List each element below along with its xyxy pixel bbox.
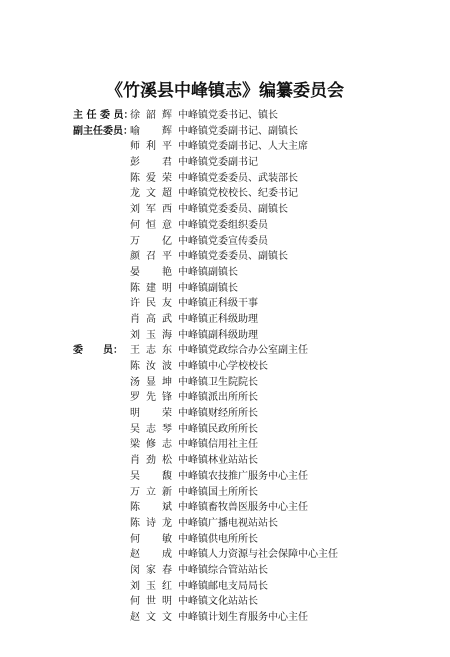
member-row (0, 406, 450, 422)
member-name: 王志东 (130, 345, 172, 357)
member-row (0, 500, 450, 516)
member-name: 梁修志 (130, 439, 172, 451)
member-name: 汤显坤 (130, 376, 172, 388)
member-row (0, 202, 450, 218)
member-title: 中峰镇党委委员、武装部长 (178, 172, 298, 184)
member-title: 中峰镇党委书记、镇长 (178, 110, 278, 121)
member-title: 中峰镇广播电视站站长 (178, 517, 278, 529)
member-row (0, 343, 450, 359)
member-title: 中峰镇综合管站站长 (178, 564, 268, 576)
member-name: 刘玉红 (130, 580, 172, 592)
member-name: 师利平 (130, 141, 172, 153)
member-row (0, 171, 450, 187)
member-title: 中峰镇林业站站长 (178, 455, 258, 467)
member-row (0, 249, 450, 265)
member-title: 中峰镇正科级干事 (178, 298, 258, 310)
member-row (0, 124, 450, 140)
member-title: 中峰镇民政所所长 (178, 423, 258, 435)
member-name: 赵 成 (130, 549, 172, 561)
member-title: 中峰镇畜牧兽医服务中心主任 (178, 502, 308, 514)
member-title: 中峰镇财经所所长 (178, 408, 258, 420)
member-row (0, 594, 450, 610)
member-title: 中峰镇计划生育服务中心主任 (178, 612, 308, 623)
member-title: 中峰镇党委组织委员 (178, 219, 268, 231)
member-row (0, 422, 450, 438)
member-name: 吴志琴 (130, 423, 172, 435)
member-title: 中峰镇派出所所长 (178, 392, 258, 404)
member-title: 中峰镇副镇长 (178, 282, 238, 294)
member-name: 陈 斌 (130, 502, 172, 514)
member-row (0, 265, 450, 281)
member-title: 中峰镇邮电支局局长 (178, 580, 268, 592)
member-role: 主 任 委 员： (73, 110, 134, 121)
member-name: 万立新 (130, 486, 172, 498)
member-name: 何世明 (130, 596, 172, 608)
member-title: 中峰镇党政综合办公室副主任 (178, 345, 308, 357)
member-name: 万 亿 (130, 235, 172, 247)
member-title: 中峰镇党委委员、副镇长 (178, 251, 288, 263)
member-row (0, 516, 450, 532)
member-name: 彭 君 (130, 157, 172, 169)
member-title: 中峰镇副科级助理 (178, 329, 258, 341)
member-title: 中峰镇党委副书记、人大主席 (178, 141, 308, 153)
member-name: 何恒意 (130, 219, 172, 231)
member-row (0, 186, 450, 202)
member-row (0, 359, 450, 375)
member-title: 中峰镇国土所所长 (178, 486, 258, 498)
member-role: 副主任委员： (73, 125, 133, 137)
member-name: 颜召平 (130, 251, 172, 263)
member-title: 中峰镇党委副书记、副镇长 (178, 125, 298, 137)
member-name: 何 敏 (130, 533, 172, 545)
member-row (0, 234, 450, 250)
member-title: 中峰镇卫生院院长 (178, 376, 258, 388)
member-title: 中峰镇党校校长、纪委书记 (178, 188, 298, 200)
member-row (0, 296, 450, 312)
member-name: 吴 馥 (130, 470, 172, 482)
committee-list (0, 108, 450, 626)
member-title: 中峰镇农技推广服务中心主任 (178, 470, 308, 482)
member-name: 肖劲松 (130, 455, 172, 467)
member-name: 陈汝波 (130, 361, 172, 372)
member-row (0, 469, 450, 485)
member-title: 中峰镇人力资源与社会保障中心主任 (178, 549, 338, 561)
member-name: 罗先锋 (130, 392, 172, 404)
member-name: 明 荣 (130, 408, 172, 420)
member-row (0, 547, 450, 563)
member-row (0, 139, 450, 155)
member-row (0, 312, 450, 328)
member-name: 闵家春 (130, 564, 172, 576)
member-row (0, 155, 450, 171)
member-name: 刘玉海 (130, 329, 172, 341)
member-title: 中峰镇供电所所长 (178, 533, 258, 545)
member-title: 中峰镇中心学校校长 (178, 361, 268, 372)
member-title: 中峰镇正科级助理 (178, 313, 258, 325)
member-role: 委 员： (73, 345, 123, 357)
member-name: 陈诗龙 (130, 517, 172, 529)
member-title: 中峰镇党委宣传委员 (178, 235, 268, 247)
member-row (0, 579, 450, 595)
page-title: 《竹溪县中峰镇志》编纂委员会 (106, 81, 344, 101)
member-title: 中峰镇党委副书记 (178, 157, 258, 169)
member-name: 晏 艳 (130, 266, 172, 278)
member-row (0, 437, 450, 453)
member-row (0, 453, 450, 469)
member-name: 刘军西 (130, 204, 172, 216)
member-row (0, 281, 450, 297)
member-name: 陈爱荣 (130, 172, 172, 184)
member-title: 中峰镇文化站站长 (178, 596, 258, 608)
member-name: 赵文文 (130, 612, 172, 623)
member-row (0, 375, 450, 391)
member-row (0, 108, 450, 124)
member-title: 中峰镇副镇长 (178, 266, 238, 278)
member-name: 喻 辉 (130, 125, 172, 137)
member-row (0, 485, 450, 501)
member-row (0, 390, 450, 406)
member-row (0, 532, 450, 548)
member-name: 许民友 (130, 298, 172, 310)
member-name: 龙文超 (130, 188, 172, 200)
member-title: 中峰镇信用社主任 (178, 439, 258, 451)
member-row (0, 218, 450, 234)
member-title: 中峰镇党委委员、副镇长 (178, 204, 288, 216)
member-name: 徐韶辉 (130, 110, 172, 121)
member-row (0, 610, 450, 626)
member-row (0, 563, 450, 579)
member-row (0, 328, 450, 344)
member-name: 陈建明 (130, 282, 172, 294)
member-name: 肖高武 (130, 313, 172, 325)
